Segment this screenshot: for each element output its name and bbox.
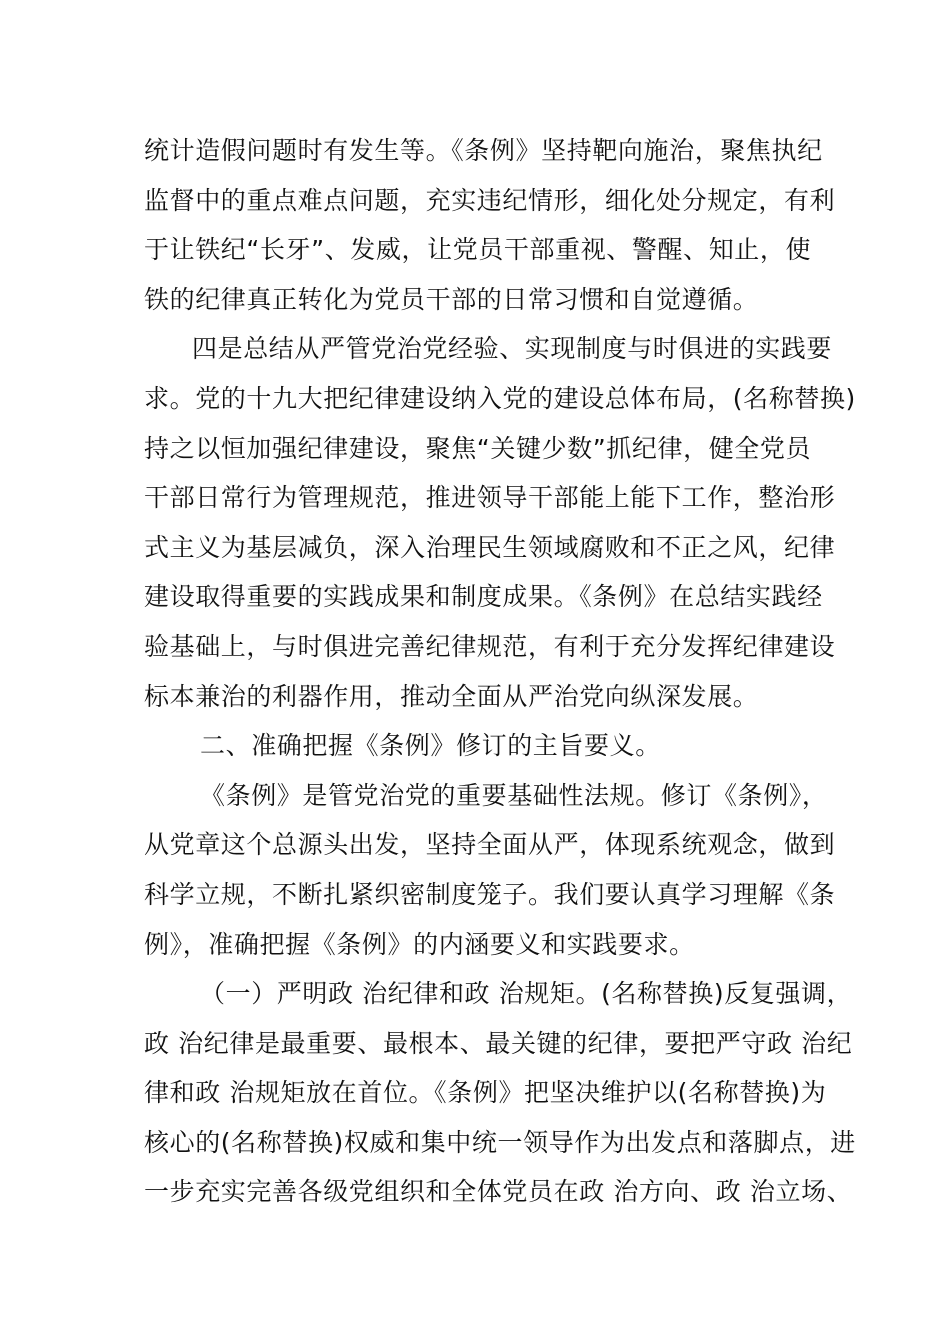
- text-line: 干部日常行为管理规范，推进领导干部能上能下工作，整治形: [144, 483, 836, 513]
- text-line: 持之以恒加强纪律建设，聚焦“关键少数”抓纪律，健全党员: [144, 433, 812, 463]
- text-line: 铁的纪律真正转化为党员干部的日常习惯和自觉遵循。: [144, 284, 759, 314]
- text-line: 监督中的重点难点问题，充实违纪情形，细化处分规定，有利: [144, 185, 836, 215]
- text-line: 核心的(名称替换)权威和集中统一领导作为出发点和落脚点，进: [144, 1127, 856, 1157]
- text-line: 例》，准确把握《条例》的内涵要义和实践要求。: [144, 929, 695, 959]
- text-line: 律和政 治规矩放在首位。《条例》把坚决维护以(名称替换)为: [144, 1078, 827, 1108]
- text-line: 于让铁纪“长牙”、发威，让党员干部重视、警醒、知止，使: [144, 235, 812, 265]
- text-line: 一步充实完善各级党组织和全体党员在政 治方向、政 治立场、: [144, 1177, 853, 1207]
- text-line: 科学立规，不断扎紧织密制度笼子。我们要认真学习理解《条: [144, 879, 836, 909]
- subsection-heading-line: （一）严明政 治纪律和政 治规矩。(名称替换)反复强调，: [200, 979, 853, 1009]
- text-line: 建设取得重要的实践成果和制度成果。《条例》在总结实践经: [144, 582, 823, 612]
- section-heading: 二、准确把握《条例》修订的主旨要义。: [200, 731, 661, 761]
- paragraph-start-line: 《条例》是管党治党的重要基础性法规。修订《条例》，: [200, 780, 828, 810]
- text-line: 式主义为基层减负，深入治理民生领域腐败和不正之风，纪律: [144, 532, 836, 562]
- text-line: 从党章这个总源头出发，坚持全面从严，体现系统观念，做到: [144, 830, 836, 860]
- text-line: 统计造假问题时有发生等。《条例》坚持靶向施治，聚焦执纪: [144, 136, 823, 165]
- paragraph-start-line: 四是总结从严管党治党经验、实现制度与时俱进的实践要: [192, 334, 833, 364]
- body-text: [144, 126, 856, 1217]
- text-line: 求。党的十九大把纪律建设纳入党的建设总体布局，(名称替换): [144, 383, 856, 413]
- text-line: 标本兼治的利器作用，推动全面从严治党向纵深发展。: [144, 681, 759, 711]
- text-line: 政 治纪律是最重要、最根本、最关键的纪律，要把严守政 治纪: [144, 1028, 853, 1058]
- text-line: 验基础上，与时俱进完善纪律规范，有利于充分发挥纪律建设: [144, 631, 836, 661]
